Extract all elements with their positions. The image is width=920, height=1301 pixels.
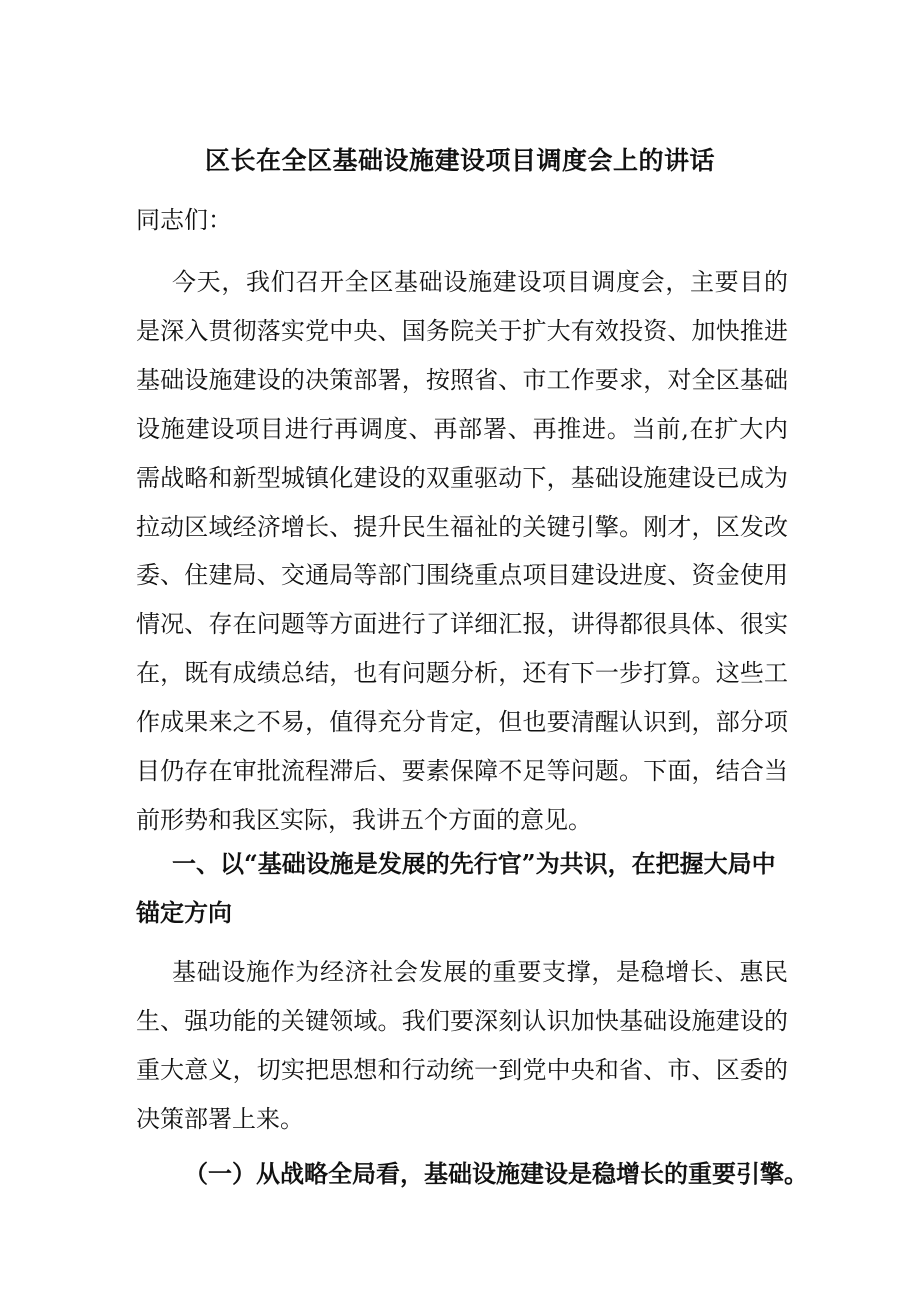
section-1-paragraph: 基础设施作为经济社会发展的重要支撑，是稳增长、惠民生、强功能的关键领域。我们要深刻认识加快基础设施建设的重大意义，切实把思想和行动统一到党中央和省、市、区委的决策部署上来。 [136,958,788,1133]
document-title: 区长在全区基础设施建设项目调度会上的讲话 [204,146,715,175]
section-heading-1: 一、以“基础设施是发展的先行官”为共识，在把握大局中锚定方向 [136,849,776,927]
subsection-heading-1-1: （一）从战略全局看，基础设施建设是稳增长的重要引擎。 [184,1159,808,1188]
salutation: 同志们： [136,206,232,234]
intro-paragraph: 今天，我们召开全区基础设施建设项目调度会，主要目的是深入贯彻落实党中央、国务院关于扩大有效投资、加快推进基础设施建设的决策部署，按照省、市工作要求，对全区基础设施建设项目进行再调度、再部署、再推进。当前,在扩大内需战略和新型城镇化建设的双重驱动下，基础设施建设已成为拉动区域经济增长、提升民生福祉的关键引擎。刚才，区发改委、住建局、交通局等部门围绕重点项目建设进度、资金使用情况、存在问题等方面进行了详细汇报，讲得都很具体、很实在，既有成绩总结，也有问题分析，还有下一步打算。这些工作成果来之不易，值得充分肯定，但也要清醒认识到，部分项目仍存在审批流程滞后、要素保障不足等问题。下面，结合当前形势和我区实际，我讲五个方面的意见。 [136,268,788,834]
